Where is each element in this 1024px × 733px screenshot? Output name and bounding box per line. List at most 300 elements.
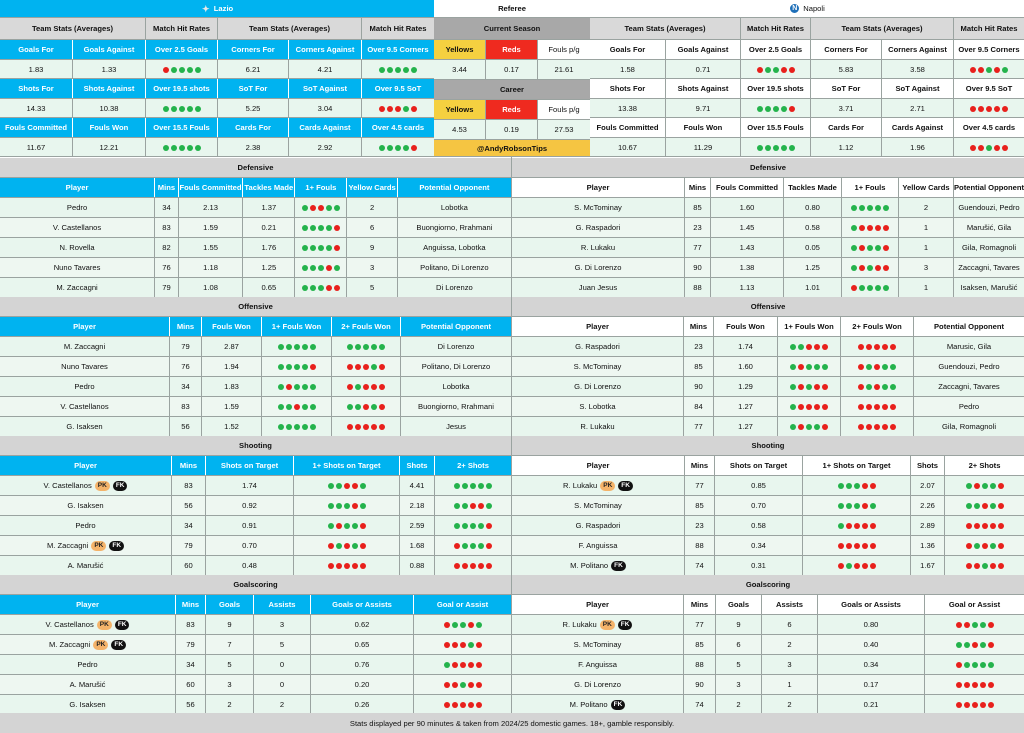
stat-cell: 1.18 [179, 258, 244, 277]
green-dot [355, 344, 361, 350]
green-dot [462, 503, 468, 509]
offensive-title: Offensive [750, 302, 786, 311]
table-row [512, 417, 1024, 437]
free-kick-taker-badge: FK [611, 700, 626, 710]
stat-header: Goals Against [666, 40, 741, 59]
red-dot [478, 503, 484, 509]
player-name-text: G. Di Lorenzo [574, 382, 621, 391]
stat-cell: 1.83 [202, 377, 262, 396]
green-dot [980, 642, 986, 648]
player-name [512, 377, 684, 396]
red-dot [334, 225, 340, 231]
green-dot [352, 523, 358, 529]
stat-cell: 77 [684, 615, 716, 634]
red-dot [444, 682, 450, 688]
hit-rate-dots [841, 377, 914, 396]
green-dot [387, 67, 393, 73]
stat-cell: 0.88 [400, 556, 435, 575]
column-headers [512, 595, 1024, 615]
green-dot [851, 205, 857, 211]
green-dot [859, 285, 865, 291]
offensive-title: Offensive [238, 302, 273, 311]
stat-value [954, 60, 1024, 78]
green-dot [773, 106, 779, 112]
red-dot [978, 145, 984, 151]
red-dot [982, 503, 988, 509]
green-dot [462, 483, 468, 489]
red-dot [798, 364, 804, 370]
player-name-text: M. Politano [570, 561, 609, 570]
table-row [0, 99, 434, 118]
free-kick-taker-badge: FK [611, 561, 626, 571]
stat-cell: Di Lorenzo [436, 283, 473, 292]
free-kick-taker-badge: FK [111, 640, 126, 650]
stat-value [741, 60, 811, 78]
green-dot [956, 642, 962, 648]
red-dot [974, 563, 980, 569]
section-title [0, 158, 511, 178]
green-dot [336, 483, 342, 489]
hit-rate-dots [803, 496, 911, 515]
hit-rate-dots [945, 516, 1024, 535]
stat-value: 5.83 [811, 60, 882, 78]
stat-value [741, 99, 811, 117]
green-dot [318, 265, 324, 271]
stat-cell: 90 [684, 675, 716, 694]
red-dot [998, 563, 1004, 569]
green-dot [964, 662, 970, 668]
stat-cell: 0.21 [243, 218, 295, 237]
green-dot [310, 404, 316, 410]
red-dot [974, 483, 980, 489]
stat-cell: 1.25 [784, 258, 842, 277]
player-name [0, 695, 176, 714]
column-header: Potential Opponent [933, 322, 1005, 331]
green-dot [460, 622, 466, 628]
stat-cell: Marušić, Gila [966, 223, 1012, 232]
green-dot [883, 205, 889, 211]
red-dot [870, 483, 876, 489]
green-dot [851, 245, 857, 251]
match-hit-label: Match Hit Rates [146, 18, 218, 39]
table-row [512, 397, 1024, 417]
green-dot [462, 523, 468, 529]
stat-header: Goals For [0, 40, 73, 59]
red-dot [854, 523, 860, 529]
stat-header: Fouls Won [73, 118, 146, 137]
stat-cell: Pedro [958, 402, 980, 411]
stat-cell: 1.08 [179, 278, 244, 297]
hit-rate-dots [803, 476, 911, 495]
stat-header: Over 4.5 cards [962, 123, 1016, 132]
player-name-text: S. McTominay [574, 501, 622, 510]
stat-cell: 1.36 [911, 536, 945, 555]
green-dot [454, 523, 460, 529]
stat-cell: 1.43 [711, 238, 784, 257]
stat-cell: 2 [206, 695, 254, 714]
hit-rate-dots [294, 516, 400, 535]
player-name [0, 258, 155, 277]
green-dot [302, 344, 308, 350]
table-row [0, 337, 511, 357]
hit-rate-dots [294, 476, 400, 495]
stat-value: 10.38 [73, 99, 146, 117]
hit-rate-dots [295, 278, 347, 297]
green-dot [870, 503, 876, 509]
red-dot [352, 503, 358, 509]
red-dot [883, 225, 889, 231]
red-dot [875, 225, 881, 231]
hit-rate-dots [925, 695, 1024, 714]
stat-header: Cards Against [882, 118, 954, 137]
hit-rate-dots [945, 476, 1024, 495]
stat-value: 10.67 [590, 138, 666, 156]
green-dot [875, 205, 881, 211]
player-name-text: V. Castellanos [52, 223, 102, 232]
column-header: Player [0, 595, 176, 614]
ref-career-fouls: 27.53 [554, 125, 574, 134]
column-header: Shots on Target [715, 456, 803, 475]
red-dot [326, 285, 332, 291]
green-dot [814, 424, 820, 430]
stat-cell: 88 [685, 536, 715, 555]
player-name-text: G. Raspadori [575, 342, 620, 351]
player-name-text: Juan Jesus [578, 283, 618, 292]
green-dot [972, 622, 978, 628]
penalty-taker-badge: PK [93, 640, 108, 650]
green-dot [765, 106, 771, 112]
column-header: Mins [684, 595, 716, 614]
column-header: Potential Opponent [419, 183, 490, 192]
stat-cell: Guendouzi, Pedro [938, 362, 1000, 371]
table-row [0, 40, 434, 60]
stat-cell: Di Lorenzo [437, 342, 475, 351]
stat-cell: Buongiorno, Rrahmani [416, 223, 493, 232]
red-dot [882, 404, 888, 410]
green-dot [344, 503, 350, 509]
red-dot [866, 404, 872, 410]
column-header: Fouls Won [202, 317, 262, 336]
table-row [0, 357, 511, 377]
red-dot [486, 543, 492, 549]
red-dot [874, 424, 880, 430]
goalscoring-table-right [512, 575, 1024, 715]
red-dot [344, 563, 350, 569]
red-dot [956, 662, 962, 668]
stat-cell: 83 [170, 397, 202, 416]
player-name [512, 417, 684, 436]
green-dot [411, 67, 417, 73]
green-dot [379, 145, 385, 151]
red-dot [476, 702, 482, 708]
column-header: 1+ Shots on Target [803, 456, 911, 475]
red-dot [352, 483, 358, 489]
ref-career-reds: 0.19 [486, 120, 538, 139]
hit-rate-dots [294, 556, 400, 575]
stat-cell: 6 [716, 635, 762, 654]
table-row [590, 79, 1024, 99]
stat-cell: 2 [347, 198, 397, 217]
player-name [512, 655, 684, 674]
stat-cell: Jesus [446, 422, 466, 431]
player-name [0, 218, 155, 237]
player-name [512, 516, 685, 535]
green-dot [334, 265, 340, 271]
table-row [512, 516, 1024, 536]
red-dot [972, 642, 978, 648]
ref-yellows-head: Yellows [434, 100, 486, 119]
red-dot [964, 622, 970, 628]
red-dot [334, 245, 340, 251]
stat-cell: 0.34 [715, 536, 803, 555]
section-title [0, 297, 511, 317]
hit-rate-dots [803, 516, 911, 535]
green-dot [972, 662, 978, 668]
column-header: 1+ Fouls [842, 178, 899, 197]
stat-value [362, 138, 434, 156]
stat-cell: 0.17 [818, 675, 925, 694]
green-dot [310, 285, 316, 291]
author-handle[interactable]: @AndyRobsonTips [476, 143, 548, 153]
ref-reds-head: Reds [486, 40, 538, 59]
green-dot [814, 364, 820, 370]
column-header: Player [0, 456, 172, 475]
green-dot [854, 483, 860, 489]
player-name [512, 635, 684, 654]
green-dot [371, 364, 377, 370]
stat-value: 2.38 [218, 138, 289, 156]
hit-rate-dots [295, 238, 347, 257]
green-dot [486, 503, 492, 509]
column-header: Mins [176, 595, 206, 614]
red-dot [998, 543, 1004, 549]
player-name [512, 556, 685, 575]
stat-value: 1.96 [882, 138, 954, 156]
green-dot [195, 67, 201, 73]
stat-header: Fouls Committed [590, 118, 666, 137]
table-row [512, 655, 1024, 675]
red-dot [326, 265, 332, 271]
red-dot [972, 682, 978, 688]
table-row [512, 496, 1024, 516]
red-dot [379, 404, 385, 410]
column-header: 2+ Fouls Won [841, 317, 914, 336]
red-dot [998, 483, 1004, 489]
green-dot [179, 145, 185, 151]
player-name [0, 417, 170, 436]
green-dot [765, 145, 771, 151]
red-dot [859, 265, 865, 271]
red-dot [363, 404, 369, 410]
red-dot [1002, 145, 1008, 151]
table-row [0, 675, 511, 695]
player-name-text: Pedro [74, 382, 95, 391]
green-dot [347, 344, 353, 350]
table-row [0, 238, 511, 258]
column-header: Shots [400, 456, 435, 475]
red-dot [452, 642, 458, 648]
stat-cell: 0.91 [206, 516, 294, 535]
red-dot [444, 642, 450, 648]
section-title [0, 575, 511, 595]
player-name-text: M. Zaccagni [63, 342, 106, 351]
lazio-team-name: Lazio [213, 4, 234, 13]
column-header: Tackles Made [784, 178, 842, 197]
stat-value: 1.83 [0, 60, 73, 78]
stat-cell: 9 [347, 238, 397, 257]
green-dot [187, 67, 193, 73]
green-dot [982, 563, 988, 569]
red-dot [328, 563, 334, 569]
stat-header: Fouls Committed [0, 118, 73, 137]
player-name [0, 635, 176, 654]
green-dot [468, 642, 474, 648]
red-dot [379, 384, 385, 390]
stat-cell: 3 [254, 615, 311, 634]
stat-cell: 1.37 [243, 198, 295, 217]
green-dot [476, 622, 482, 628]
green-dot [278, 384, 284, 390]
column-header: Mins [684, 317, 714, 336]
green-dot [757, 145, 763, 151]
stat-cell: 3 [762, 655, 818, 674]
red-dot [328, 543, 334, 549]
red-dot [858, 384, 864, 390]
stat-header: Over 15.5 Fouls [741, 118, 811, 137]
player-name [0, 556, 172, 575]
hit-rate-dots [925, 655, 1024, 674]
red-dot [956, 622, 962, 628]
stat-cell: 1.27 [714, 417, 778, 436]
stat-header: Over 9.5 Corners [958, 45, 1020, 54]
stat-cell: 34 [172, 516, 206, 535]
red-dot [347, 364, 353, 370]
stat-cell: 5 [347, 278, 397, 297]
hit-rate-dots [841, 417, 914, 436]
hit-rate-dots [778, 357, 841, 376]
red-dot [336, 563, 342, 569]
green-dot [838, 523, 844, 529]
stat-cell: 2 [762, 635, 818, 654]
red-dot [476, 662, 482, 668]
green-dot [806, 424, 812, 430]
green-dot [360, 483, 366, 489]
stat-header: Over 19.5 shots [741, 79, 811, 98]
stat-cell: 5 [716, 655, 762, 674]
stat-cell: 0.70 [206, 536, 294, 555]
red-dot [874, 364, 880, 370]
stat-value: 11.67 [0, 138, 73, 156]
green-dot [318, 225, 324, 231]
defensive-table-right [512, 158, 1024, 298]
green-dot [278, 344, 284, 350]
hit-rate-dots [295, 258, 347, 277]
red-dot [460, 702, 466, 708]
hit-rate-dots [842, 258, 899, 277]
red-dot [858, 364, 864, 370]
table-row [0, 476, 511, 496]
green-dot [294, 364, 300, 370]
column-header: Yellow Cards [899, 178, 954, 197]
red-dot [379, 364, 385, 370]
red-dot [964, 682, 970, 688]
player-name [512, 337, 684, 356]
red-dot [990, 563, 996, 569]
red-dot [789, 106, 795, 112]
team-stats-label: Team Stats (Averages) [811, 18, 954, 39]
green-dot [171, 145, 177, 151]
hit-rate-dots [842, 278, 899, 297]
red-dot [163, 67, 169, 73]
ref-current-fouls: 21.61 [554, 65, 574, 74]
player-name [0, 238, 155, 257]
stat-cell: Marusic, Gila [946, 342, 992, 351]
stat-cell: 2 [254, 695, 311, 714]
napoli-team-stats [590, 0, 1024, 157]
red-dot [454, 543, 460, 549]
stat-value: 12.21 [73, 138, 146, 156]
stat-cell: 0.65 [243, 278, 295, 297]
red-dot [994, 67, 1000, 73]
green-dot [278, 404, 284, 410]
stat-cell: 34 [176, 655, 206, 674]
penalty-taker-badge: PK [97, 620, 112, 630]
red-dot [858, 344, 864, 350]
red-dot [476, 642, 482, 648]
lazio-team-stats [0, 0, 434, 157]
table-row [512, 238, 1024, 258]
red-dot [972, 702, 978, 708]
stat-cell: Politano, Di Lorenzo [420, 263, 489, 272]
green-dot [478, 543, 484, 549]
red-dot [838, 563, 844, 569]
stat-cell: 2.89 [911, 516, 945, 535]
free-kick-taker-badge: FK [109, 541, 124, 551]
stat-cell: 1 [899, 278, 954, 297]
stat-cell: 0.20 [311, 675, 414, 694]
column-header: Goal or Assist [948, 600, 1001, 609]
stat-cell: 23 [685, 218, 711, 237]
stat-value: 4.21 [289, 60, 362, 78]
lazio-header [0, 0, 434, 18]
stat-cell: 1.76 [243, 238, 295, 257]
stat-header: SoT Against [289, 79, 362, 98]
stat-value: 2.71 [882, 99, 954, 117]
table-row [512, 258, 1024, 278]
player-name [512, 198, 685, 217]
player-name [0, 496, 172, 515]
green-dot [866, 364, 872, 370]
green-dot [875, 285, 881, 291]
defensive-table-left [0, 158, 511, 298]
player-name-text: M. Zaccagni [46, 541, 89, 550]
stat-cell: Zaccagni, Tavares [938, 382, 1000, 391]
hit-rate-dots [945, 536, 1024, 555]
hit-rate-dots [262, 357, 332, 376]
hit-rate-dots [841, 357, 914, 376]
column-header: 2+ Fouls Won [332, 317, 401, 336]
green-dot [286, 424, 292, 430]
red-dot [862, 563, 868, 569]
stat-value: 13.38 [590, 99, 666, 117]
green-dot [790, 404, 796, 410]
column-header: Potential Opponent [420, 322, 492, 331]
red-dot [986, 106, 992, 112]
red-dot [814, 404, 820, 410]
match-hit-label: Match Hit Rates [369, 24, 427, 33]
table-row [512, 675, 1024, 695]
shooting-table-left [0, 436, 511, 576]
